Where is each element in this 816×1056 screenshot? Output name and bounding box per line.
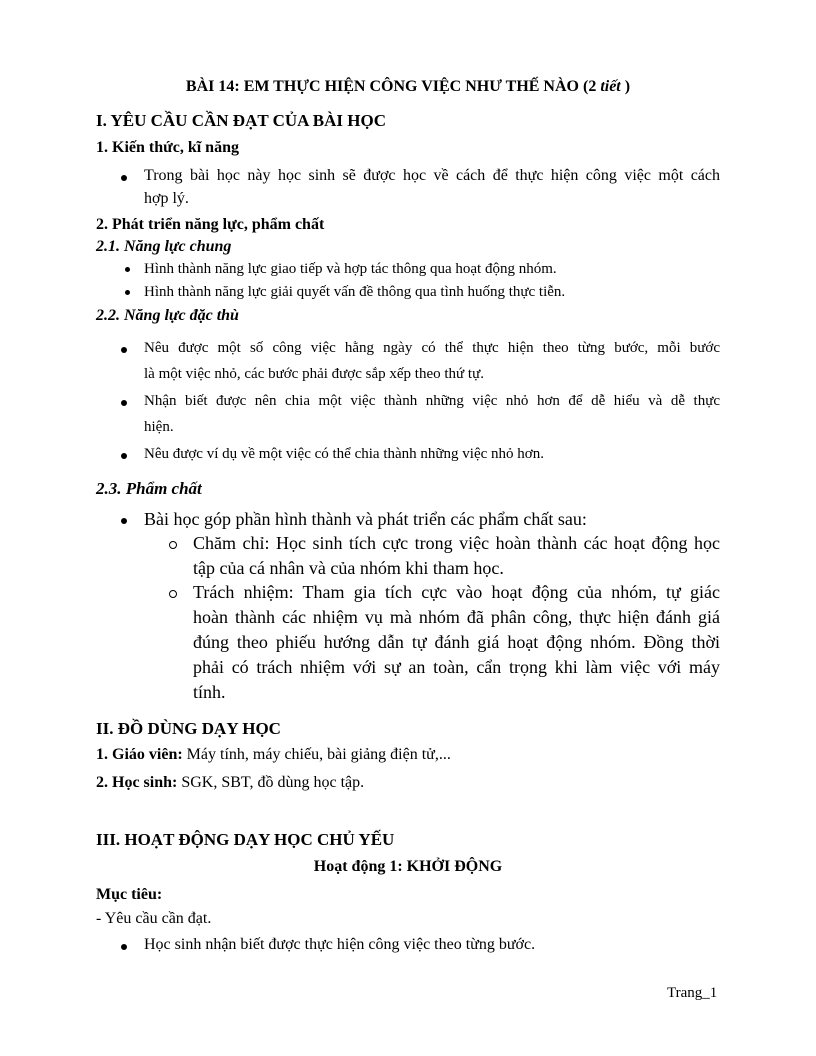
subsection-2-1-heading: 2.1. Năng lực chung <box>96 238 232 255</box>
bullet-icon <box>121 347 127 353</box>
section-3-heading: III. HOẠT ĐỘNG DẠY HỌC CHỦ YẾU <box>96 830 395 849</box>
quality-responsibility-line1: Trách nhiệm: Tham gia tích cực vào hoạt động của nhóm, tự giác <box>193 582 720 602</box>
bullet-icon <box>121 453 127 459</box>
specific-competence-item-line1: Nêu được một số công việc hằng ngày có thể thực hiện theo từng bước, mỗi bước <box>144 340 720 356</box>
bullet-icon <box>121 518 127 524</box>
quality-responsibility-line2: hoàn thành các nhiệm vụ mà nhóm đã phân công, thực hiện đánh giá <box>193 607 720 627</box>
bullet-icon <box>121 400 127 406</box>
page-title: BÀI 14: EM THỰC HIỆN CÔNG VIỆC NHƯ THẾ NÀO (2 tiết ) <box>185 78 631 95</box>
quality-responsibility-line4: phải có trách nhiệm với sự an toàn, cẩn trọng khi làm việc với máy <box>193 657 720 677</box>
section-2-heading: II. ĐỒ DÙNG DẠY HỌC <box>96 719 281 738</box>
quality-responsibility-line5: tính. <box>193 682 226 702</box>
goal-text: - Yêu cầu cần đạt. <box>96 910 212 927</box>
circle-bullet-icon <box>169 590 177 598</box>
subsection-1-1-heading: 1. Kiến thức, kĩ năng <box>96 139 239 156</box>
qualities-intro: Bài học góp phần hình thành và phát triển các phẩm chất sau: <box>144 509 587 529</box>
specific-competence-item-line2: là một việc nhỏ, các bước phải được sắp xếp theo thứ tự. <box>144 366 484 382</box>
subsection-1-2-heading: 2. Phát triển năng lực, phẩm chất <box>96 216 325 233</box>
activity-heading: Hoạt động 1: KHỞI ĐỘNG <box>313 858 503 875</box>
general-competence-item: Hình thành năng lực giải quyết vấn đề thông qua tình huống thực tiễn. <box>144 284 566 300</box>
general-competence-item: Hình thành năng lực giao tiếp và hợp tác thông qua hoạt động nhóm. <box>144 261 557 277</box>
teacher-materials: 1. Giáo viên: Máy tính, máy chiếu, bài giảng điện tử,... <box>96 746 451 763</box>
knowledge-item-line1: Trong bài học này học sinh sẽ được học về cách để thực hiện công việc một cách <box>144 167 720 184</box>
knowledge-item-line2: hợp lý. <box>144 190 189 207</box>
student-materials: 2. Học sinh: SGK, SBT, đồ dùng học tập. <box>96 774 365 791</box>
subsection-2-3-heading: 2.3. Phẩm chất <box>96 479 202 498</box>
bullet-icon <box>121 175 127 181</box>
quality-diligence-line2: tập của cá nhân và của nhóm khi tham học. <box>193 558 504 578</box>
quality-responsibility-line3: đúng theo phiếu hướng dẫn tự đánh giá hoạt động nhóm. Đồng thời <box>193 632 720 652</box>
subsection-2-2-heading: 2.2. Năng lực đặc thù <box>96 307 239 324</box>
quality-diligence-line1: Chăm chỉ: Học sinh tích cực trong việc hoàn thành các hoạt động học <box>193 533 720 553</box>
circle-bullet-icon <box>169 541 177 549</box>
specific-competence-item-line2: hiện. <box>144 419 174 435</box>
page-number: Trang_1 <box>667 985 718 1001</box>
specific-competence-item-line1: Nhận biết được nên chia một việc thành những việc nhỏ hơn để dễ hiểu và dễ thực <box>144 393 720 409</box>
bullet-icon <box>125 267 130 272</box>
goal-label: Mục tiêu: <box>96 886 163 903</box>
goal-bullet: Học sinh nhận biết được thực hiện công việc theo từng bước. <box>144 936 536 953</box>
section-1-heading: I. YÊU CẦU CẦN ĐẠT CỦA BÀI HỌC <box>96 111 386 130</box>
bullet-icon <box>121 944 127 950</box>
bullet-icon <box>125 290 130 295</box>
specific-competence-item: Nêu được ví dụ về một việc có thể chia thành những việc nhỏ hơn. <box>144 446 544 462</box>
